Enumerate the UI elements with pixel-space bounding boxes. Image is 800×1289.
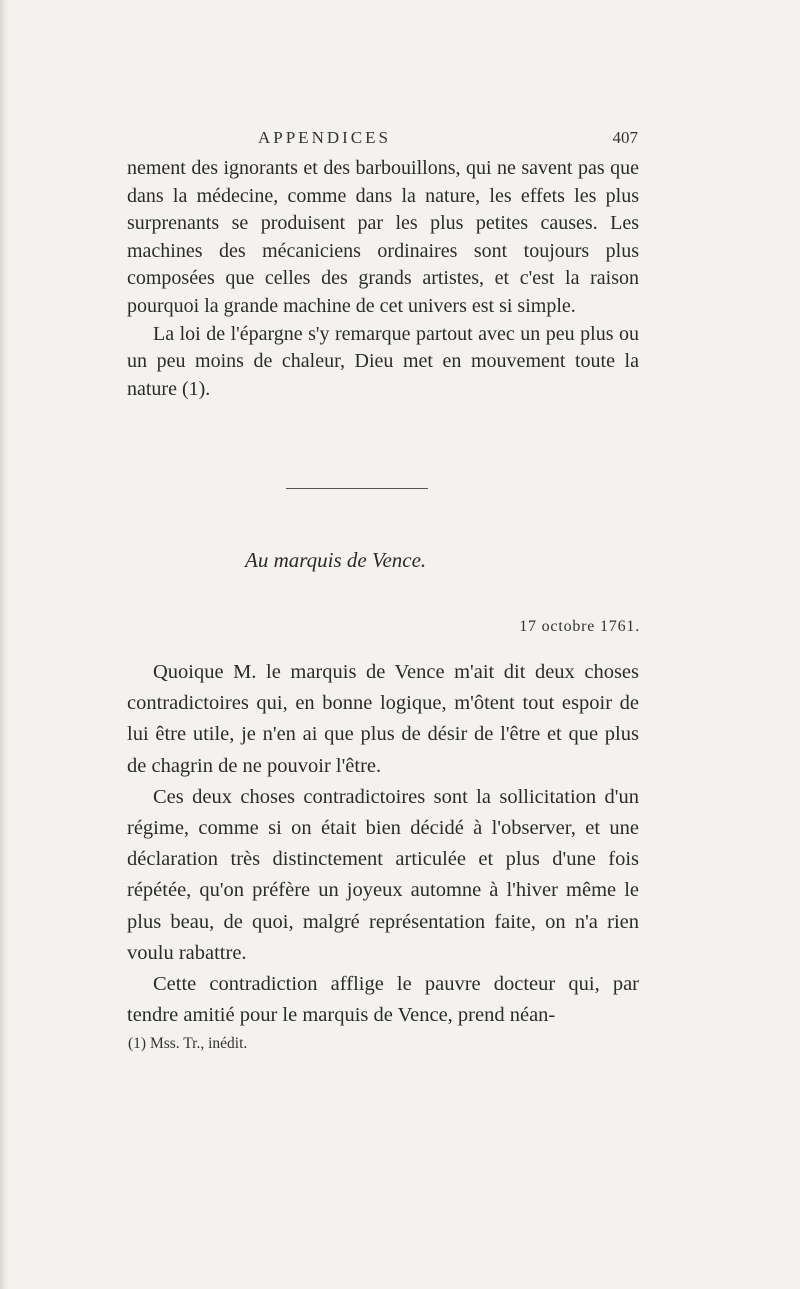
running-head <box>258 128 638 150</box>
letter-heading: Au marquis de Vence. <box>245 548 427 572</box>
paragraph-continued: nement des ignorants et des barbouillons, qui ne savent pas que dans la médecine, comme dans la nature, les effets les plus surprenants se produisent par les plus petites causes. Les machines des mécaniciens ordinaires sont toujours plus composées que celles des grands artistes, et c'est la raison pourquoi la grande machine de cet univers est si simple. <box>127 157 639 317</box>
page-number: 407 <box>612 128 638 147</box>
section-divider <box>286 488 428 489</box>
paragraph-epargne: La loi de l'épargne s'y remarque partout avec un peu plus ou un peu moins de chaleur, Dieu met en mouvement toute la nature (1). <box>127 322 639 400</box>
binding-edge <box>0 0 8 1289</box>
letter-date: 17 octobre 1761. <box>519 618 640 635</box>
letter-paragraph-1: Quoique M. le marquis de Vence m'ait dit deux choses contradictoires qui, en bonne logique, m'ôtent tout espoir de lui être utile, je n'en ai que plus de désir de l'être et que plus de chagrin de ne pouvoir l'être. <box>127 661 639 777</box>
letter-body <box>127 657 639 1031</box>
letter-paragraph-2: Ces deux choses contradictoires sont la sollicitation d'un régime, comme si on était bien décidé à l'observer, et une déclaration très distinctement articulée et plus d'une fois répétée, qu'on préfère un joyeux automne à l'hiver même le plus beau, de quoi, malgré représentation faite, on n'a rien voulu rabattre. <box>127 785 639 964</box>
letter-paragraph-3: Cette contradiction afflige le pauvre docteur qui, par tendre amitié pour le marquis de Vence, prend néan- <box>127 973 639 1027</box>
body-text-continued <box>127 155 639 403</box>
running-title: APPENDICES <box>258 128 391 147</box>
footnote: (1) Mss. Tr., inédit. <box>128 1035 248 1052</box>
